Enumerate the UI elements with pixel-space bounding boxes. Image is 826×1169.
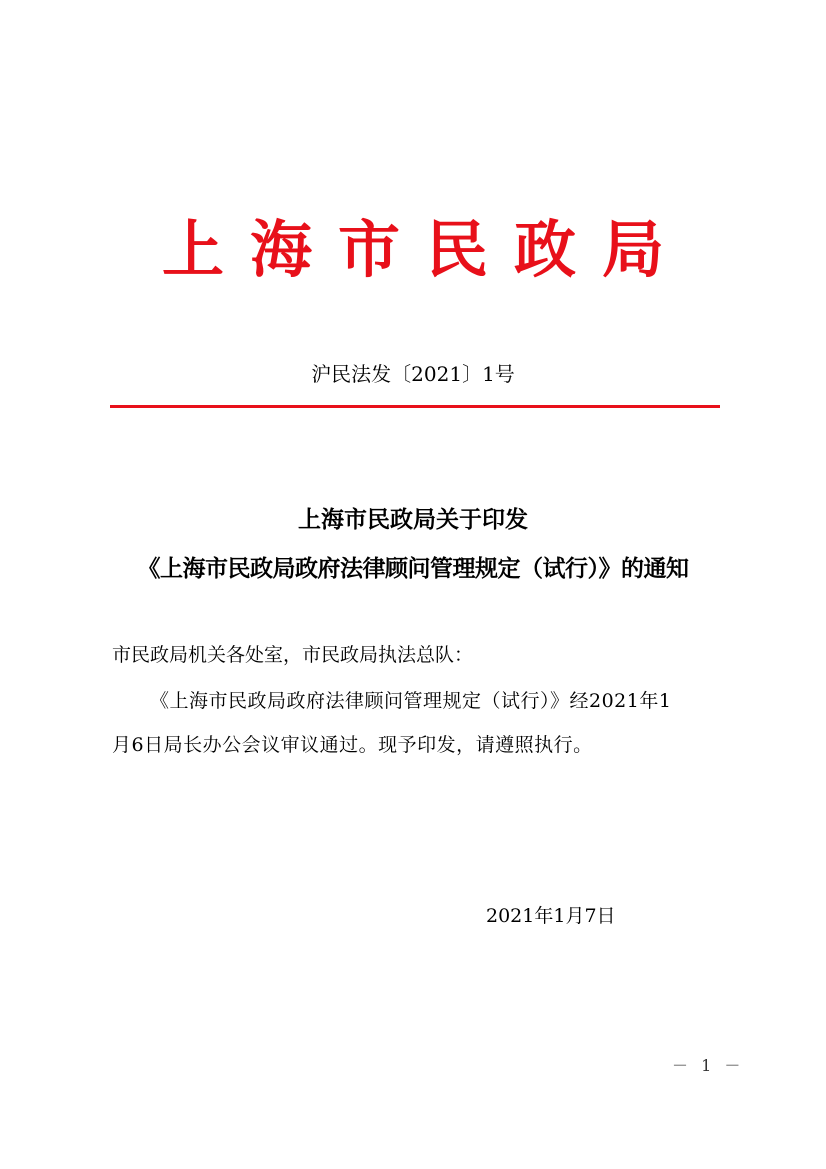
body-paragraph-line-1: 《上海市民政局政府法律顾问管理规定（试行）》经2021年1 <box>150 690 672 712</box>
notice-title-line-1: 上海市民政局关于印发 <box>298 507 528 533</box>
masthead-title: 上海市民政局 <box>161 213 690 286</box>
red-divider-line <box>110 405 720 408</box>
document-number: 沪民法发〔2021〕1号 <box>311 362 515 386</box>
issue-date: 2021年1月7日 <box>486 905 616 927</box>
body-paragraph-line-2: 月6日局长办公会议审议通过。现予印发，请遵照执行。 <box>112 734 593 756</box>
page-number: － 1 － <box>672 1056 745 1075</box>
salutation: 市民政局机关各处室，市民政局执法总队： <box>112 644 474 666</box>
notice-title-line-2: 《上海市民政局政府法律顾问管理规定（试行）》的通知 <box>137 556 689 582</box>
